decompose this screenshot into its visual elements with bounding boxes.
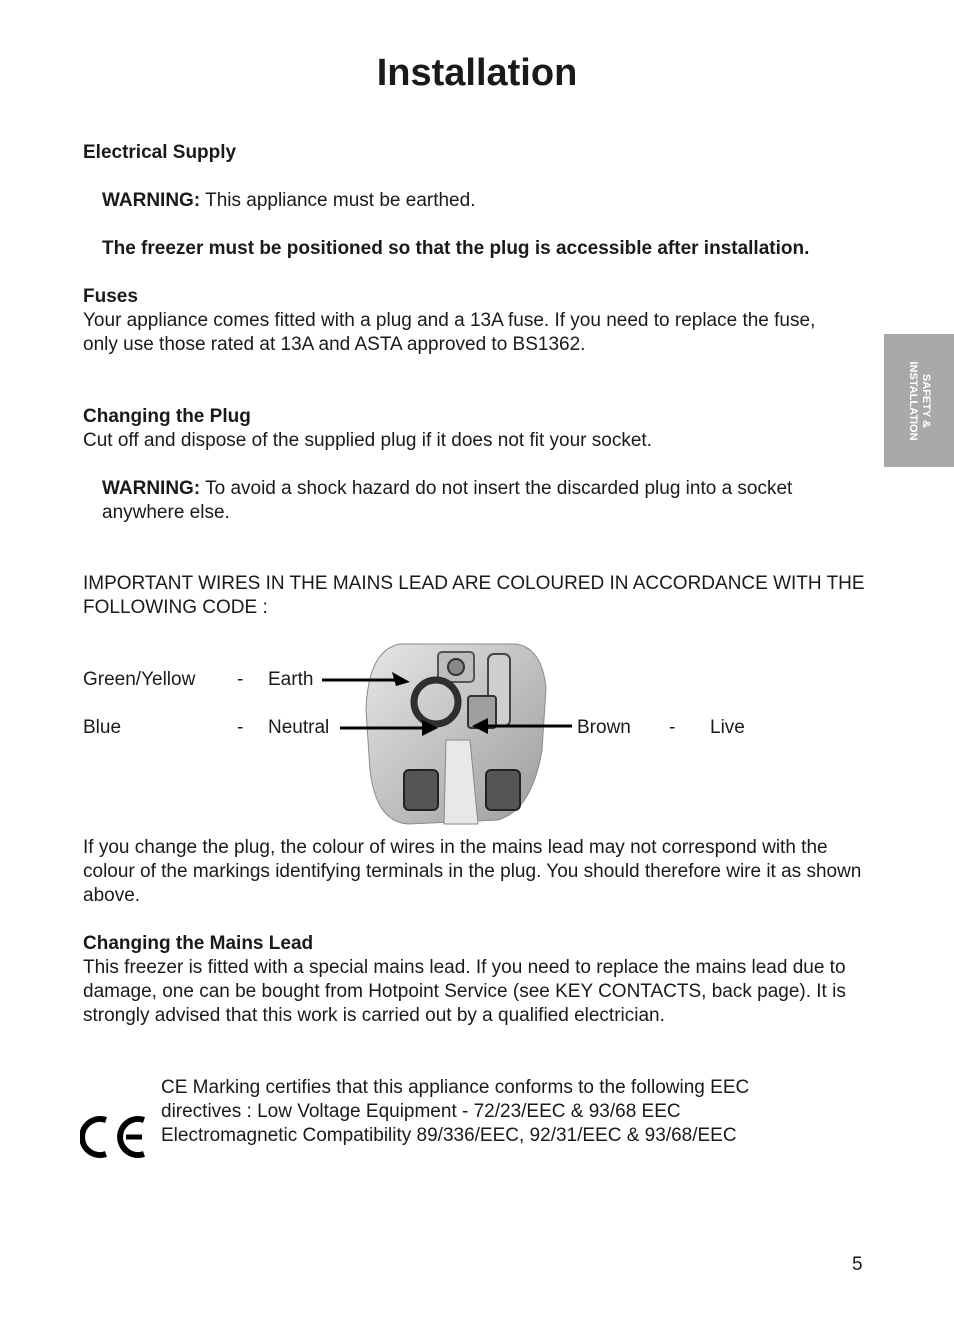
- changing-plug-heading: Changing the Plug: [83, 406, 251, 427]
- mains-lead-heading: Changing the Mains Lead: [83, 933, 314, 954]
- mains-lead-body: This freezer is fitted with a special mains lead. If you need to replace the mains lead due to damage, one can be bought from Hotpoint Service (see KEY CONTACTS, back page). It is strongly advised that this work is carried out by a qualified electrician.: [83, 957, 846, 1026]
- ce-mark-icon: [80, 1112, 150, 1162]
- warning-text: To avoid a shock hazard do not insert the discarded plug into a socket anywhere else.: [102, 478, 793, 523]
- neutral-name: Neutral: [268, 717, 330, 738]
- ce-line-2: directives : Low Voltage Equipment - 72/23/EEC & 93/68 EEC: [161, 1101, 681, 1122]
- side-tab-label: SAFETY & INSTALLATION: [907, 360, 932, 441]
- page-title: Installation: [376, 52, 578, 94]
- pin-right: [486, 770, 520, 810]
- pin-left: [404, 770, 438, 810]
- live-colour: Brown: [577, 717, 631, 738]
- earth-colour: Green/Yellow: [83, 669, 196, 690]
- neutral-dash: -: [237, 717, 244, 738]
- live-name: Live: [710, 717, 745, 738]
- warning-label: WARNING:: [102, 478, 201, 499]
- plug-access-notice: The freezer must be positioned so that the plug is accessible after installation.: [102, 238, 810, 259]
- shock-warning: [102, 477, 854, 525]
- plug-diagram: [318, 640, 578, 825]
- fuses-heading: Fuses: [83, 286, 138, 307]
- page-number: 5: [852, 1254, 863, 1275]
- warning-label: WARNING:: [102, 190, 201, 211]
- ce-line-3: Electromagnetic Compatibility 89/336/EEC, 92/31/EEC & 93/68/EEC: [161, 1125, 737, 1146]
- section-side-tab: [884, 334, 954, 467]
- change-plug-note: If you change the plug, the colour of wires in the mains lead may not correspond with the colour of the markings identifying terminals in the plug. You should therefore wire it as shown above.: [83, 837, 862, 906]
- ce-line-1: CE Marking certifies that this appliance conforms to the following EEC: [161, 1077, 750, 1098]
- changing-plug-body: Cut off and dispose of the supplied plug if it does not fit your socket.: [83, 430, 652, 451]
- electrical-supply-heading: Electrical Supply: [83, 142, 237, 163]
- neutral-colour: Blue: [83, 717, 122, 738]
- live-dash: -: [669, 717, 676, 738]
- earth-name: Earth: [268, 669, 314, 690]
- earth-screw: [448, 659, 464, 675]
- earth-warning: [102, 189, 475, 213]
- wire-code-intro: IMPORTANT WIRES IN THE MAINS LEAD ARE COLOURED IN ACCORDANCE WITH THE FOLLOWING CODE :: [83, 573, 865, 618]
- earth-dash: -: [237, 669, 244, 690]
- fuses-body: Your appliance comes fitted with a plug and a 13A fuse. If you need to replace the fuse, only use those rated at 13A and ASTA approved to BS1362.: [83, 310, 816, 355]
- warning-text: This appliance must be earthed.: [200, 190, 476, 211]
